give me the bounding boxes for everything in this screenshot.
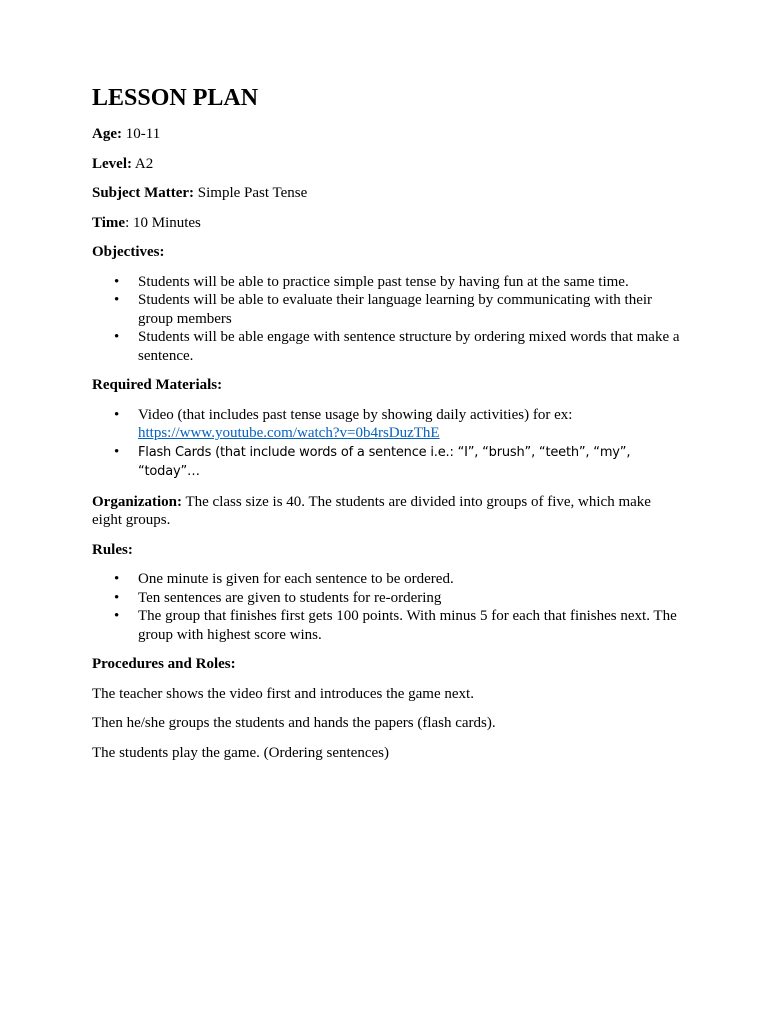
procedure-paragraph: Then he/she groups the students and hands the papers (flash cards). bbox=[92, 715, 496, 731]
lesson-plan-content bbox=[92, 84, 682, 773]
rules-heading: Rules: bbox=[92, 541, 133, 558]
list-item bbox=[92, 328, 682, 365]
flash-cards-text: Flash Cards (that include words of a sentence i.e.: “I”, “brush”, “teeth”, “my”, “today”… bbox=[138, 444, 631, 479]
level-label: Level: bbox=[92, 155, 132, 172]
subject-value: Simple Past Tense bbox=[194, 185, 308, 201]
procedure-paragraph: The students play the game. (Ordering sentences) bbox=[92, 744, 389, 761]
time-field bbox=[92, 214, 682, 233]
organization-label: Organization: bbox=[92, 493, 182, 510]
list-item bbox=[92, 589, 682, 608]
rules-list bbox=[92, 570, 682, 644]
list-item bbox=[92, 607, 682, 644]
rule-text: One minute is given for each sentence to be ordered. bbox=[138, 571, 454, 587]
video-link[interactable]: https://www.youtube.com/watch?v=0b4rsDuzThE bbox=[138, 425, 440, 441]
objectives-heading: Objectives: bbox=[92, 244, 165, 260]
objectives-list bbox=[92, 273, 682, 366]
procedures-heading: Procedures and Roles: bbox=[92, 656, 236, 672]
bullet-icon: • bbox=[114, 589, 120, 606]
organization-field bbox=[92, 493, 682, 530]
list-item bbox=[92, 291, 682, 328]
bullet-icon: • bbox=[114, 292, 120, 308]
bullet-icon: • bbox=[114, 329, 120, 345]
organization-value: The class size is 40. The students are divided into groups of five, which make eight groups. bbox=[92, 493, 651, 528]
bullet-icon: • bbox=[114, 406, 120, 423]
age-field bbox=[92, 125, 682, 144]
subject-label: Subject Matter: bbox=[92, 185, 195, 201]
document-title: LESSON PLAN bbox=[92, 85, 259, 111]
list-item bbox=[92, 273, 682, 292]
procedure-paragraph: The teacher shows the video first and introduces the game next. bbox=[92, 685, 474, 702]
age-value: 10-11 bbox=[122, 126, 161, 142]
list-item bbox=[92, 570, 682, 589]
objective-text: Students will be able engage with sentence structure by ordering mixed words that make a sentence. bbox=[138, 329, 680, 364]
bullet-icon: • bbox=[114, 608, 120, 624]
video-material-text: Video (that includes past tense usage by showing daily activities) for ex: bbox=[138, 406, 573, 423]
level-value: A2 bbox=[131, 155, 154, 172]
time-label: Time bbox=[92, 214, 126, 231]
rule-text: Ten sentences are given to students for re-ordering bbox=[138, 589, 442, 606]
age-label: Age: bbox=[92, 126, 122, 142]
materials-list bbox=[92, 406, 682, 482]
objective-text: Students will be able to evaluate their language learning by communicating with their group members bbox=[138, 292, 653, 327]
subject-field bbox=[92, 184, 682, 203]
objective-text: Students will be able to practice simple past tense by having fun at the same time. bbox=[138, 273, 629, 290]
time-value: : 10 Minutes bbox=[125, 214, 201, 231]
bullet-icon: • bbox=[114, 273, 120, 290]
level-field bbox=[92, 155, 682, 174]
bullet-icon: • bbox=[114, 443, 120, 460]
materials-heading: Required Materials: bbox=[92, 377, 223, 393]
list-item bbox=[92, 406, 682, 443]
bullet-icon: • bbox=[114, 571, 120, 587]
list-item bbox=[92, 443, 682, 482]
rule-text: The group that finishes first gets 100 points. With minus 5 for each that finishes next. The group with highest score wins. bbox=[138, 608, 677, 643]
